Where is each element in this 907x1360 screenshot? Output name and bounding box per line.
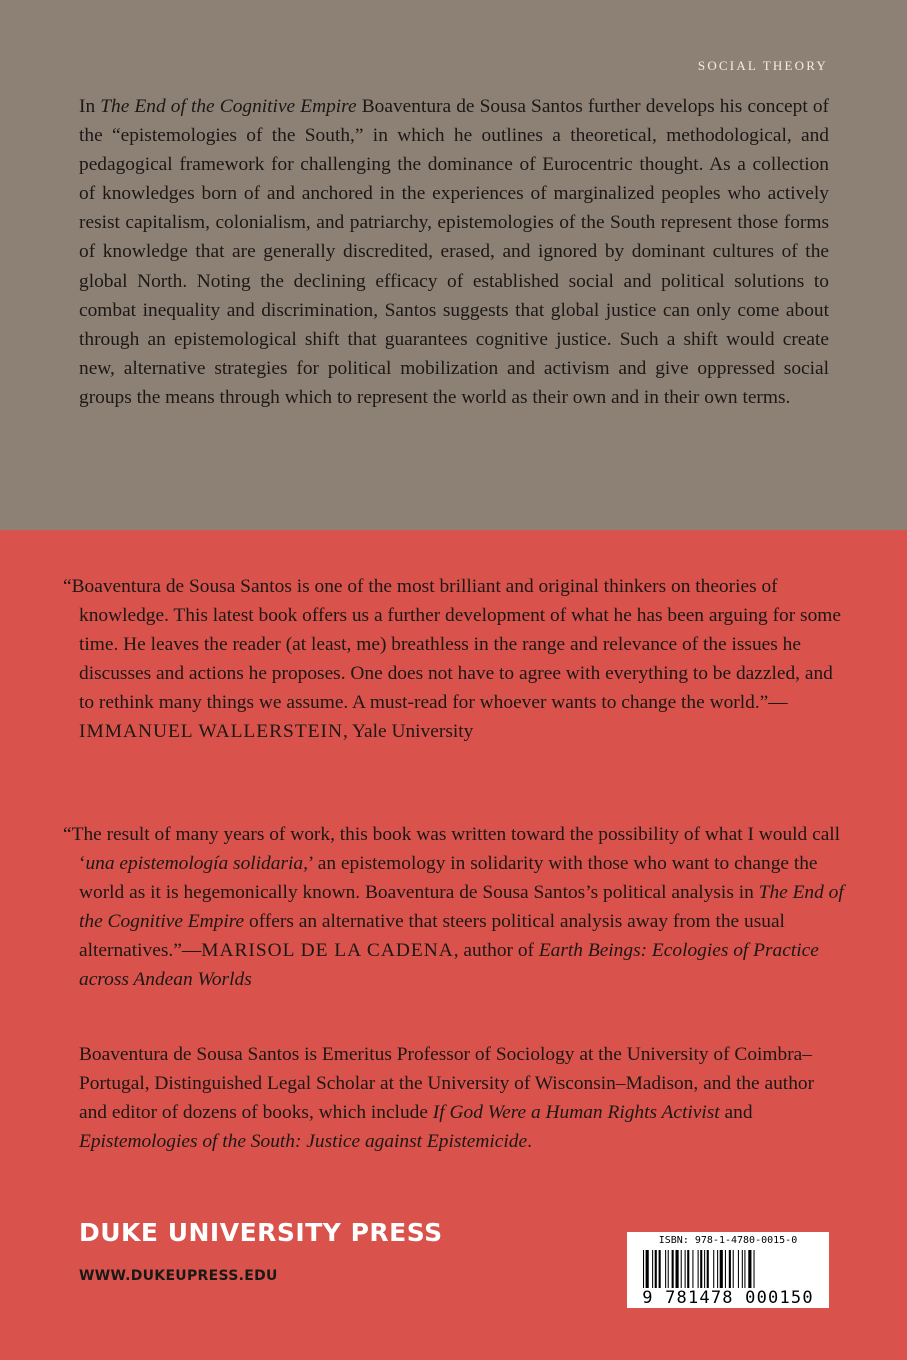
barcode-bar: [643, 1250, 644, 1288]
barcode-bar: [652, 1250, 653, 1288]
endorsement-de-la-cadena: [63, 820, 845, 995]
barcode-bar: [717, 1250, 718, 1288]
barcode-bar: [672, 1250, 674, 1288]
barcode-bar: [733, 1250, 734, 1288]
publisher-name: DUKE UNIVERSITY PRESS: [79, 1218, 443, 1247]
barcode-bar: [707, 1250, 709, 1288]
barcode-bar: [720, 1250, 723, 1288]
barcode-bar: [655, 1250, 657, 1288]
quote-text: “Boaventura de Sousa Santos is one of the most brilliant and original thinkers on theories of knowledge. This latest book offers us a further development of what he has been arguing for some time. He leaves the reader (at least, me) breathless in the range and relevance of the issues he discusses and actions he proposes. One does not have to agree with everything to be dazzled, and to rethink many things we assume. A must-read for whoever wants to change the world.”—: [63, 576, 841, 714]
barcode-bar: [676, 1250, 679, 1288]
author-book-title: Earth Beings: Ecologies of Practice across Andean Worlds: [79, 940, 819, 991]
bio-book-title: Epistemologies of the South: Justice against Epistemicide: [79, 1131, 528, 1153]
quote-text: , author of: [453, 940, 539, 962]
barcode-bar: [754, 1250, 755, 1288]
book-title: The End of the Cognitive Empire: [100, 96, 357, 117]
quote-author: IMMANUEL WALLERSTEIN: [79, 721, 343, 743]
author-bio: [79, 1040, 829, 1156]
barcode-bar: [646, 1250, 649, 1288]
quote-text: “The result of many years of work, this book was written toward the possibility of what I would call ‘: [63, 824, 841, 875]
barcode-bar: [668, 1250, 669, 1288]
barcode-bars-icon: [643, 1250, 813, 1288]
quote-author: MARISOL DE LA CADENA: [201, 940, 454, 962]
barcode-bar: [729, 1250, 731, 1288]
barcode-bar: [665, 1250, 666, 1288]
barcode-bar: [659, 1250, 661, 1288]
isbn-label: ISBN: 978-1-4780-0015-0: [658, 1235, 798, 1246]
barcode-bar: [698, 1250, 699, 1288]
bio-book-title: If God Were a Human Rights Activist: [432, 1102, 720, 1124]
bio-text: .: [527, 1131, 532, 1153]
barcode-bar: [704, 1250, 705, 1288]
quote-affiliation: , Yale University: [342, 721, 474, 743]
barcode-bar: [738, 1250, 739, 1288]
bio-text: Boaventura de Sousa Santos is Emeritus Professor of Sociology at the University of Coimbra–Portugal, Distinguished Legal Scholar at the University of Wisconsin–Madison, and the author and editor of dozens of books, which include: [79, 1044, 815, 1124]
bio-text: and: [719, 1102, 753, 1124]
barcode-bar: [681, 1250, 682, 1288]
barcode-bar: [742, 1250, 743, 1288]
endorsement-wallerstein: [63, 572, 845, 747]
description-text: In: [79, 96, 101, 117]
barcode-bar: [725, 1250, 726, 1288]
book-description: [79, 92, 829, 412]
book-title: The End of the Cognitive Empire: [79, 882, 844, 933]
barcode-bar: [692, 1250, 693, 1288]
description-text: Boaventura de Sousa Santos further develops his concept of the “epistemologies of the South,” in which he outlines a theoretical, methodological, and pedagogical framework for challenging the dominance of Eurocentric thought. As a collection of knowledges born of and anchored in the experiences of marginalized peoples who actively resist capitalism, colonialism, and patriarchy, epistemologies of the South represent those forms of knowledge that are generally discredited, erased, and ignored by dominant cultures of the global North. Noting the declining efficacy of established social and political solutions to combat inequality and discrimination, Santos suggests that global justice can only come about through an epistemological shift that guarantees cognitive justice. Such a shift would create new, alternative strategies for political mobilization and activism and give oppressed social groups the means through which to represent the world as their own and in their own terms.: [79, 96, 830, 408]
barcode-bar: [713, 1250, 714, 1288]
category-label: SOCIAL THEORY: [697, 58, 828, 73]
barcode-bar: [687, 1250, 689, 1288]
quote-phrase: una epistemología solidaria,: [85, 853, 308, 875]
isbn-barcode: [627, 1232, 829, 1308]
barcode-bar: [744, 1250, 745, 1288]
quote-text: ’ an epistemology in solidarity with those who want to change the world as it is hegemonically known. Boaventura de Sousa Santos’s political analysis in: [79, 853, 818, 904]
barcode-bar: [700, 1250, 702, 1288]
barcode-bar: [685, 1250, 686, 1288]
quote-text: offers an alternative that steers political analysis away from the usual alternatives.”—: [79, 911, 785, 962]
barcode-bar: [748, 1250, 751, 1288]
publisher-website[interactable]: WWW.DUKEUPRESS.EDU: [79, 1268, 278, 1284]
barcode-number: 9 781478 000150: [642, 1288, 814, 1308]
